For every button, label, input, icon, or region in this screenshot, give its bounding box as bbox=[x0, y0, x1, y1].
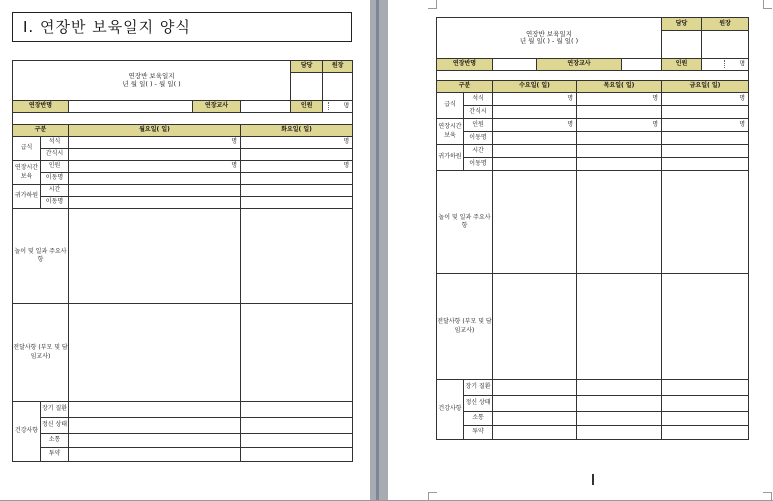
cell-fri-notes[interactable] bbox=[662, 274, 749, 380]
hours-label: 연장시간보육 bbox=[437, 119, 464, 145]
cell-wed-health-3[interactable] bbox=[493, 412, 577, 426]
pickup-label: 귀가하원 bbox=[437, 145, 464, 171]
approval-sign-1[interactable] bbox=[291, 73, 323, 101]
cell-thu-pickup-time[interactable] bbox=[577, 145, 662, 158]
cell-fri-hours[interactable]: 명 bbox=[662, 119, 749, 132]
notes-label: 전달사항 (부모 및 담임교사) bbox=[437, 274, 493, 380]
cell-wed-notes[interactable] bbox=[493, 274, 577, 380]
meal-item: 간식시 bbox=[41, 149, 69, 161]
day-header-tue: 화요일( 일) bbox=[241, 125, 353, 137]
cell-wed-health-4[interactable] bbox=[493, 426, 577, 440]
meal-item: 간식시 bbox=[464, 106, 493, 119]
cell-tue-meal[interactable]: 명 bbox=[241, 137, 353, 149]
count-label: 인원 bbox=[291, 101, 323, 113]
class-name-field[interactable] bbox=[69, 101, 193, 113]
cell-mon-health-2[interactable] bbox=[69, 418, 241, 434]
pickup-label: 귀가하원 bbox=[13, 185, 41, 209]
health-item: 정신 상태 bbox=[41, 418, 69, 434]
log-title: 연장반 보육일지 bbox=[525, 29, 573, 38]
cell-fri-meal[interactable]: 명 bbox=[662, 93, 749, 106]
day-header-mon: 월요일( 일) bbox=[69, 125, 241, 137]
cell-thu-play[interactable] bbox=[577, 171, 662, 274]
play-label: 놀이 및 일과 주요사항 bbox=[13, 209, 69, 304]
cell-mon-snack[interactable] bbox=[69, 149, 241, 161]
approval-label-2: 원장 bbox=[702, 18, 749, 31]
health-item: 장기 질환 bbox=[41, 402, 69, 418]
cell-fri-pickup-move[interactable] bbox=[662, 158, 749, 171]
text-cursor bbox=[592, 474, 594, 485]
cell-thu-health-4[interactable] bbox=[577, 426, 662, 440]
cell-mon-health-4[interactable] bbox=[69, 448, 241, 462]
cell-thu-health-3[interactable] bbox=[577, 412, 662, 426]
cell-thu-meal[interactable]: 명 bbox=[577, 93, 662, 106]
log-header bbox=[437, 18, 662, 59]
cell-mon-pickup-move[interactable] bbox=[69, 197, 241, 209]
daily-log-table-left bbox=[12, 60, 353, 462]
cell-thu-pickup-move[interactable] bbox=[577, 158, 662, 171]
meal-item: 석식 bbox=[41, 137, 69, 149]
cell-mon-health-3[interactable] bbox=[69, 434, 241, 448]
cell-wed-play[interactable] bbox=[493, 171, 577, 274]
cell-thu-health-1[interactable] bbox=[577, 380, 662, 396]
health-item: 정신 상태 bbox=[464, 396, 493, 412]
cell-wed-health-1[interactable] bbox=[493, 380, 577, 396]
teacher-field[interactable] bbox=[241, 101, 291, 113]
cell-tue-move[interactable] bbox=[241, 173, 353, 185]
day-header-wed: 수요일( 일) bbox=[493, 81, 577, 93]
teacher-field[interactable] bbox=[622, 59, 662, 71]
health-label: 건강사항 bbox=[437, 380, 464, 440]
health-item: 투약 bbox=[464, 426, 493, 440]
cell-thu-health-2[interactable] bbox=[577, 396, 662, 412]
pickup-item: 시간 bbox=[41, 185, 69, 197]
cell-fri-health-4[interactable] bbox=[662, 426, 749, 440]
cell-thu-snack[interactable] bbox=[577, 106, 662, 119]
cell-thu-hours[interactable]: 명 bbox=[577, 119, 662, 132]
cell-mon-meal[interactable]: 명 bbox=[69, 137, 241, 149]
count-field[interactable] bbox=[702, 59, 749, 71]
crop-mark bbox=[428, 0, 437, 9]
cell-wed-health-2[interactable] bbox=[493, 396, 577, 412]
approval-sign-1[interactable] bbox=[662, 31, 702, 59]
cell-wed-pickup-time[interactable] bbox=[493, 145, 577, 158]
approval-sign-2[interactable] bbox=[702, 31, 749, 59]
meal-item: 석식 bbox=[464, 93, 493, 106]
crop-mark bbox=[763, 0, 772, 9]
pickup-item: 이동명 bbox=[464, 158, 493, 171]
health-item: 장기 질환 bbox=[464, 380, 493, 396]
cell-thu-notes[interactable] bbox=[577, 274, 662, 380]
page-right bbox=[388, 0, 773, 500]
count-unit: 명 bbox=[739, 60, 746, 68]
cell-thu-move[interactable] bbox=[577, 132, 662, 145]
cell-tue-play[interactable] bbox=[241, 209, 353, 304]
page-gutter bbox=[370, 0, 388, 500]
approval-label-2: 원장 bbox=[323, 61, 353, 73]
meal-label: 급식 bbox=[437, 93, 464, 119]
hours-item: 인원 bbox=[41, 161, 69, 173]
cell-tue-snack[interactable] bbox=[241, 149, 353, 161]
cell-tue-health-2[interactable] bbox=[241, 418, 353, 434]
cell-wed-meal[interactable]: 명 bbox=[493, 93, 577, 106]
play-label: 놀이 및 일과 주요사항 bbox=[437, 171, 493, 274]
approval-label-1: 담당 bbox=[662, 18, 702, 31]
count-label: 인원 bbox=[662, 59, 702, 71]
log-title: 연장반 보육일지 bbox=[128, 72, 175, 81]
cell-mon-play[interactable] bbox=[69, 209, 241, 304]
cell-fri-play[interactable] bbox=[662, 171, 749, 274]
daily-log-table-right bbox=[436, 17, 749, 440]
health-item: 소통 bbox=[41, 434, 69, 448]
approval-label-1: 담당 bbox=[291, 61, 323, 73]
log-date-line: 년 월 일( ) - 월 일( ) bbox=[519, 37, 579, 45]
cell-wed-hours[interactable]: 명 bbox=[493, 119, 577, 132]
day-header-fri: 금요일( 일) bbox=[662, 81, 749, 93]
teacher-label: 연장교사 bbox=[193, 101, 241, 113]
cell-fri-move[interactable] bbox=[662, 132, 749, 145]
section-title: Ⅰ. 연장반 보육일지 양식 bbox=[12, 12, 352, 42]
health-item: 소통 bbox=[464, 412, 493, 426]
class-name-label: 연장반명 bbox=[13, 101, 69, 113]
pickup-item: 이동명 bbox=[41, 197, 69, 209]
page-left bbox=[0, 0, 370, 500]
col-header-label: 구분 bbox=[13, 125, 69, 137]
cell-wed-move[interactable] bbox=[493, 132, 577, 145]
cell-tue-health-1[interactable] bbox=[241, 402, 353, 418]
cell-fri-health-2[interactable] bbox=[662, 396, 749, 412]
cell-fri-pickup-time[interactable] bbox=[662, 145, 749, 158]
health-item: 투약 bbox=[41, 448, 69, 462]
hours-label: 연장시간보육 bbox=[13, 161, 41, 185]
col-header-label: 구분 bbox=[437, 81, 493, 93]
cell-fri-snack[interactable] bbox=[662, 106, 749, 119]
cell-tue-notes[interactable] bbox=[241, 304, 353, 402]
health-label: 건강사항 bbox=[13, 402, 41, 462]
cell-fri-health-3[interactable] bbox=[662, 412, 749, 426]
cell-tue-health-3[interactable] bbox=[241, 434, 353, 448]
cell-tue-pickup-time[interactable] bbox=[241, 185, 353, 197]
cell-mon-hours[interactable]: 명 bbox=[69, 161, 241, 173]
day-header-thu: 목요일( 일) bbox=[577, 81, 662, 93]
pickup-item: 시간 bbox=[464, 145, 493, 158]
approval-sign-2[interactable] bbox=[323, 73, 353, 101]
teacher-label: 연장교사 bbox=[537, 59, 622, 71]
cell-tue-health-4[interactable] bbox=[241, 448, 353, 462]
hours-item: 이동명 bbox=[41, 173, 69, 185]
cell-mon-notes[interactable] bbox=[69, 304, 241, 402]
hours-item: 이동명 bbox=[464, 132, 493, 145]
cell-mon-health-1[interactable] bbox=[69, 402, 241, 418]
count-field[interactable] bbox=[323, 101, 353, 113]
hours-item: 인원 bbox=[464, 119, 493, 132]
class-name-field[interactable] bbox=[493, 59, 537, 71]
cell-tue-hours[interactable]: 명 bbox=[241, 161, 353, 173]
cell-mon-move[interactable] bbox=[69, 173, 241, 185]
cell-mon-pickup-time[interactable] bbox=[69, 185, 241, 197]
cell-wed-snack[interactable] bbox=[493, 106, 577, 119]
log-date-line: 년 월 일( ) - 월 일( ) bbox=[122, 79, 181, 88]
class-name-label: 연장반명 bbox=[437, 59, 493, 71]
notes-label: 전달사항 (부모 및 담임교사) bbox=[13, 304, 69, 402]
count-unit: 명 bbox=[343, 102, 350, 110]
log-header bbox=[13, 61, 291, 101]
cell-tue-pickup-move[interactable] bbox=[241, 197, 353, 209]
meal-label: 급식 bbox=[13, 137, 41, 161]
cell-wed-pickup-move[interactable] bbox=[493, 158, 577, 171]
cell-fri-health-1[interactable] bbox=[662, 380, 749, 396]
